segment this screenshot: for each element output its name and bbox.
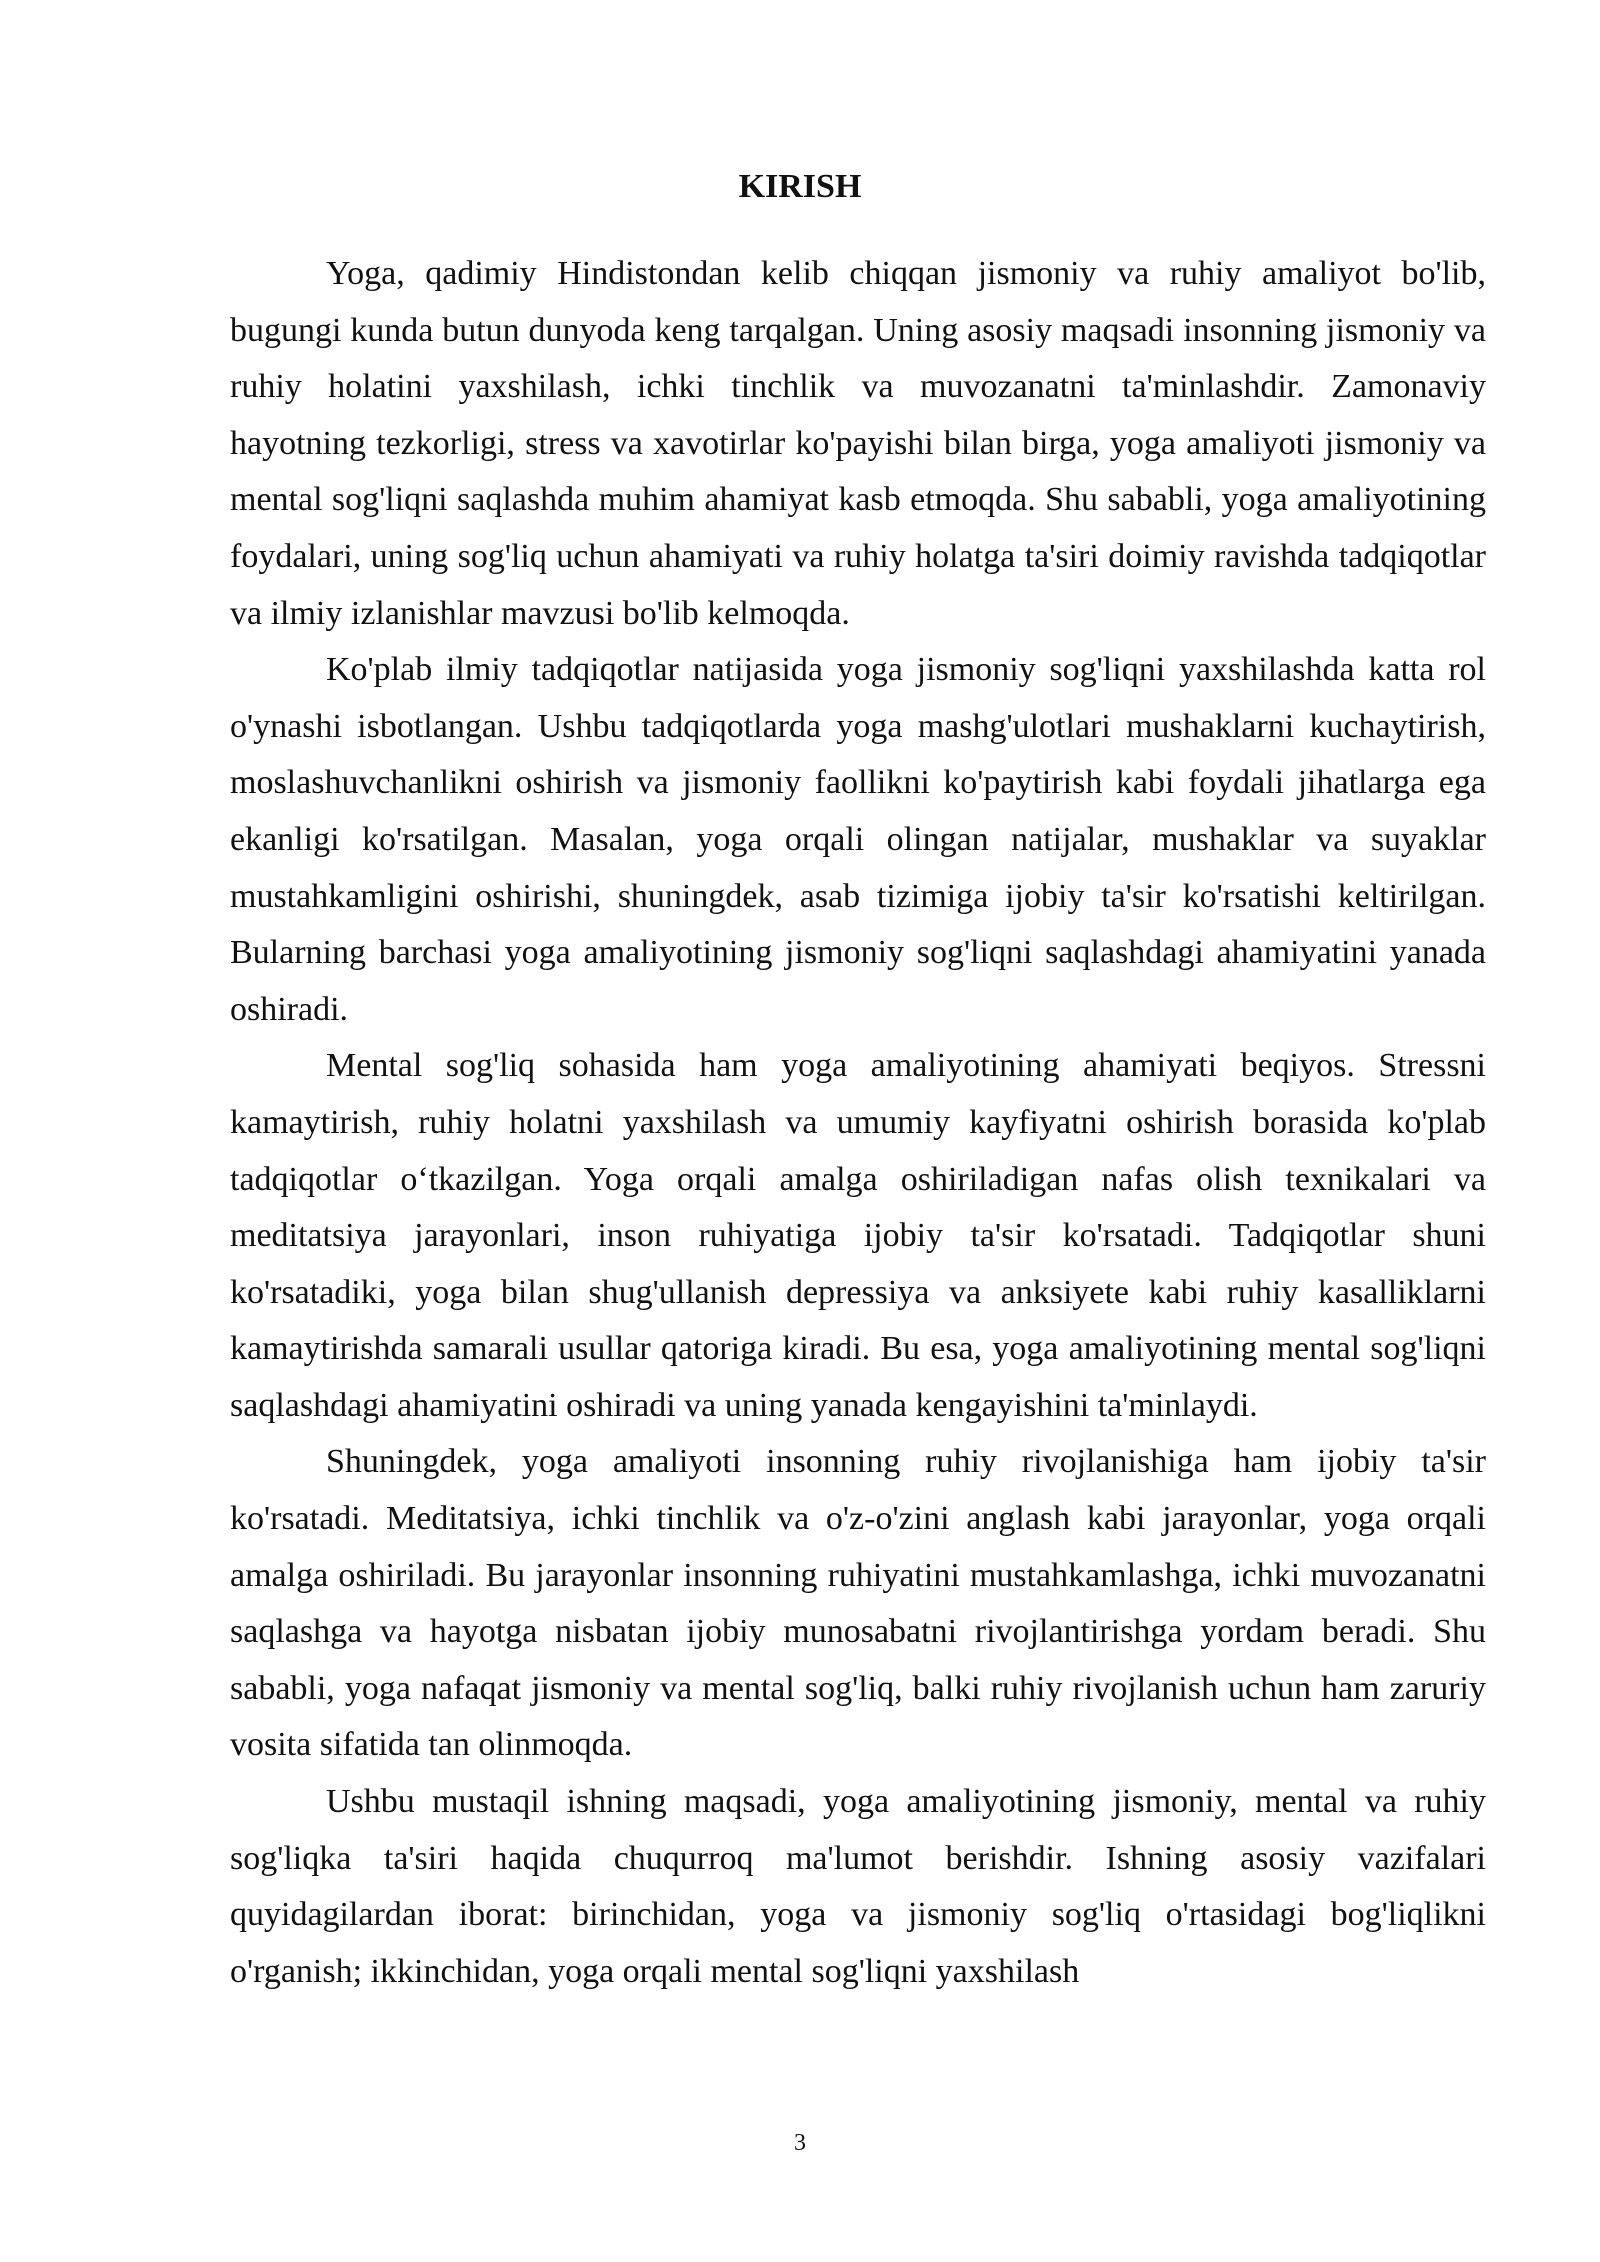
paragraph-3: Mental sog'liq sohasida ham yoga amaliyotining ahamiyati beqiyos. Stressni kamaytirish, ruhiy holatni yaxshilash va umumiy kayfiyatni oshirish borasida ko'plab tadqiqotlar o‘tkazilgan. Yoga orqali amalga oshiriladigan nafas olish texnikalari va meditatsiya jarayonlari, inson ruhiyatiga ijobiy ta'sir ko'rsatadi. Tadqiqotlar shuni ko'rsatadiki, yoga bilan shug'ullanish depressiya va anksiyete kabi ruhiy kasalliklarni kamaytirishda samarali usullar qatoriga kiradi. Bu esa, yoga amaliyotining mental sog'liqni saqlashdagi ahamiyatini oshiradi va uning yanada kengayishini ta'minlaydi. (230, 1047, 1486, 1424)
page-number: 3 (794, 2130, 806, 2156)
section-heading: KIRISH (738, 168, 862, 205)
paragraph-2: Ko'plab ilmiy tadqiqotlar natijasida yoga jismoniy sog'liqni yaxshilashda katta rol o'ynashi isbotlangan. Ushbu tadqiqotlarda yoga mashg'ulotlari mushaklarni kuchaytirish, moslashuvchanlikni oshirish va jismoniy faollikni ko'paytirish kabi foydali jihatlarga ega ekanligi ko'rsatilgan. Masalan, yoga orqali olingan natijalar, mushaklar va suyaklar mustahkamligini oshirishi, shuningdek, asab tizimiga ijobiy ta'sir ko'rsatishi keltirilgan. Bularning barchasi yoga amaliyotining jismoniy sog'liqni saqlashdagi ahamiyatini yanada oshiradi. (230, 651, 1486, 1028)
paragraph-4: Shuningdek, yoga amaliyoti insonning ruhiy rivojlanishiga ham ijobiy ta'sir ko'rsatadi. Meditatsiya, ichki tinchlik va o'z-o'zini anglash kabi jarayonlar, yoga orqali amalga oshiriladi. Bu jarayonlar insonning ruhiyatini mustahkamlashga, ichki muvozanatni saqlashga va hayotga nisbatan ijobiy munosabatni rivojlantirishga yordam beradi. Shu sababli, yoga nafaqat jismoniy va mental sog'liq, balki ruhiy rivojlanish uchun ham zaruriy vosita sifatida tan olinmoqda. (230, 1443, 1486, 1764)
paragraph-1: Yoga, qadimiy Hindistondan kelib chiqqan jismoniy va ruhiy amaliyot bo'lib, bugungi kunda butun dunyoda keng tarqalgan. Uning asosiy maqsadi insonning jismoniy va ruhiy holatini yaxshilash, ichki tinchlik va muvozanatni ta'minlashdir. Zamonaviy hayotning tezkorligi, stress va xavotirlar ko'payishi bilan birga, yoga amaliyoti jismoniy va mental sog'liqni saqlashda muhim ahamiyat kasb etmoqda. Shu sababli, yoga amaliyotining foydalari, uning sog'liq uchun ahamiyati va ruhiy holatga ta'siri doimiy ravishda tadqiqotlar va ilmiy izlanishlar mavzusi bo'lib kelmoqda. (230, 255, 1486, 632)
paragraph-5: Ushbu mustaqil ishning maqsadi, yoga amaliyotining jismoniy, mental va ruhiy sog'liqka ta'siri haqida chuqurroq ma'lumot berishdir. Ishning asosiy vazifalari quyidagilardan iborat: birinchidan, yoga va jismoniy sog'liq o'rtasidagi bog'liqlikni o'rganish; ikkinchidan, yoga orqali mental sog'liqni yaxshilash (230, 1783, 1486, 1990)
body-text (230, 246, 1486, 2000)
